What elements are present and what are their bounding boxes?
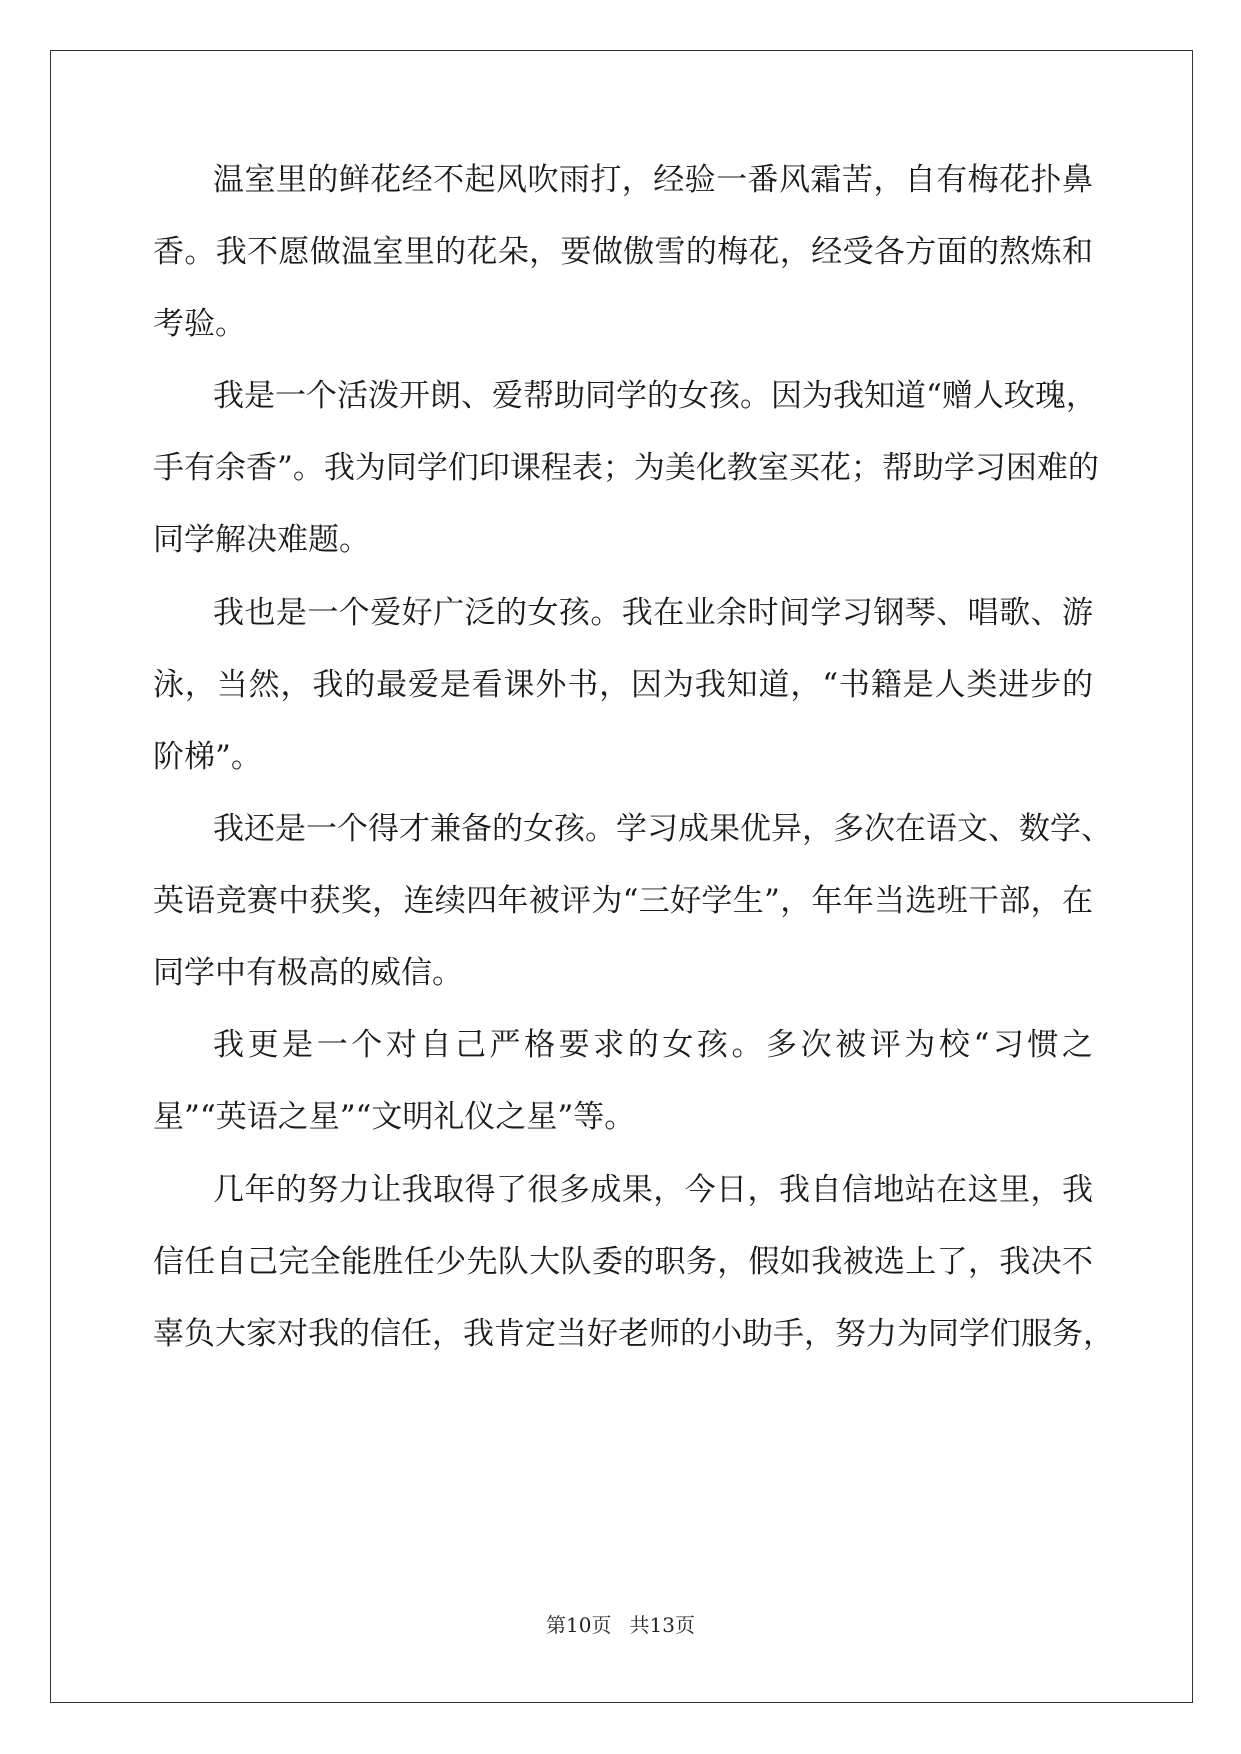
text-line: 几年的努力让我取得了很多成果，今日，我自信地站在这里，我	[213, 1172, 1093, 1208]
text-line: 我是一个活泼开朗、爱帮助同学的女孩。因为我知道“赠人玫瑰，	[213, 378, 1097, 414]
text-line: 我也是一个爱好广泛的女孩。我在业余时间学习钢琴、唱歌、游	[213, 595, 1093, 631]
text-line: 我还是一个得才兼备的女孩。学习成果优异，多次在语文、数学、	[213, 811, 1112, 847]
text-line: 温室里的鲜花经不起风吹雨打，经验一番风霜苦，自有梅花扑鼻	[213, 162, 1093, 198]
text-line: 我更是一个对自己严格要求的女孩。多次被评为校“习惯之	[213, 1027, 1093, 1063]
page-total: 共13页	[629, 1613, 695, 1637]
text-line: 阶梯”。	[153, 739, 262, 775]
page-number: 第10页	[546, 1613, 612, 1637]
text-line: 泳，当然，我的最爱是看课外书，因为我知道，“书籍是人类进步的	[153, 667, 1093, 703]
text-line: 英语竞赛中获奖，连续四年被评为“三好学生”，年年当选班干部，在	[153, 883, 1093, 919]
text-line: 香。我不愿做温室里的花朵，要做傲雪的梅花，经受各方面的熬炼和	[153, 234, 1093, 270]
page-footer	[0, 1612, 1241, 1638]
text-line: 同学解决难题。	[153, 522, 370, 558]
page-border	[50, 50, 1193, 1703]
text-line: 信任自己完全能胜任少先队大队委的职务，假如我被选上了，我决不	[153, 1244, 1093, 1280]
text-line: 手有余香”。我为同学们印课程表；为美化教室买花；帮助学习困难的	[153, 450, 1099, 486]
text-line: 考验。	[153, 306, 246, 342]
text-line: 辜负大家对我的信任，我肯定当好老师的小助手，努力为同学们服务，	[153, 1316, 1114, 1352]
text-line: 同学中有极高的威信。	[153, 955, 463, 991]
text-line: 星”“英语之星”“文明礼仪之星”等。	[153, 1099, 636, 1135]
